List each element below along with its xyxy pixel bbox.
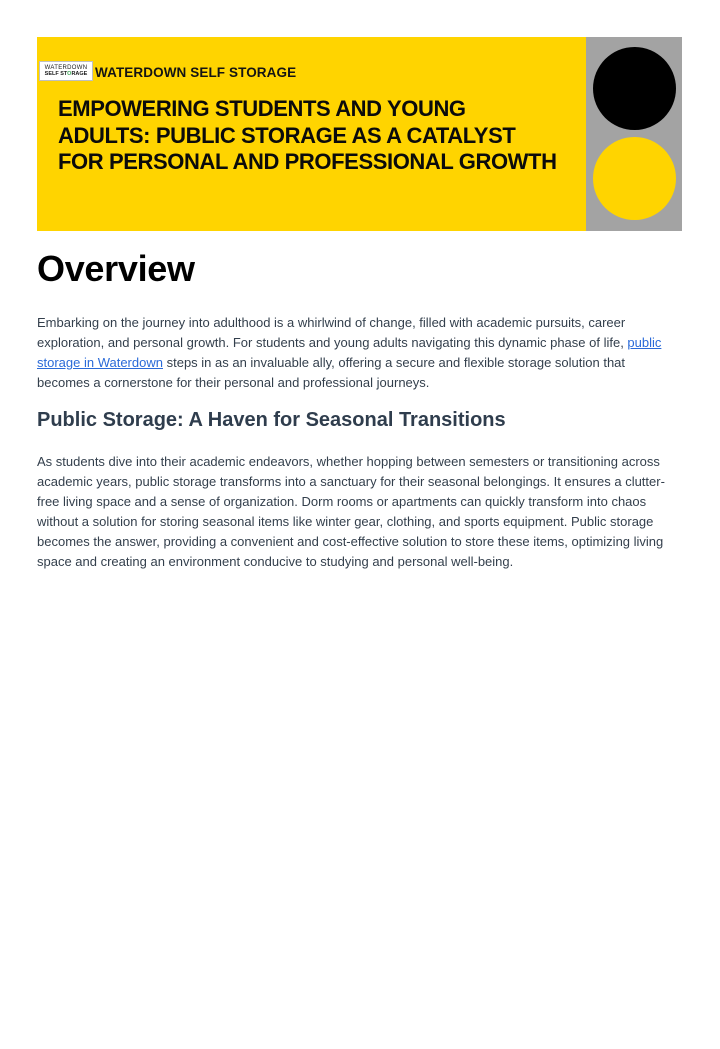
logo-text-top: WATERDOWN xyxy=(44,64,88,71)
header-banner xyxy=(37,37,682,231)
brand-name: WATERDOWN SELF STORAGE xyxy=(95,65,297,80)
overview-heading: Overview xyxy=(37,248,195,289)
banner-side-panel xyxy=(586,37,682,231)
section-paragraph: As students dive into their academic endeavors, whether hopping between semesters or transitioning across academic years, public storage transforms into a sanctuary for their seasonal belongings. It ensures a clutter-free living space and a sense of organization. Dorm rooms or apartments can quickly transform into chaos without a solution for storing seasonal items like winter gear, clothing, and sports equipment. Public storage becomes the answer, providing a convenient and cost-effective solution to store these items, optimizing living space and creating an environment conducive to studying and personal well-being. xyxy=(37,454,665,569)
yellow-circle-decoration xyxy=(593,137,676,220)
overview-paragraph: Embarking on the journey into adulthood is a whirlwind of change, filled with academic pursuits, career exploration, and personal growth. For students and young adults navigating this dynamic phase of life, public storage in Waterdown steps in as an invaluable ally, offering a secure and flexible storage solution that becomes a cornerstone for their personal and professional journeys. xyxy=(37,315,662,390)
black-circle-decoration xyxy=(593,47,676,130)
company-logo xyxy=(39,61,93,81)
public-storage-link[interactable]: public storage in Waterdown xyxy=(37,335,662,370)
logo-text-bottom: SELF STORAGE xyxy=(44,70,88,77)
document-title: EMPOWERING STUDENTS AND YOUNG ADULTS: PUBLIC STORAGE AS A CATALYST FOR PERSONAL AND PROFESSIONAL GROWTH xyxy=(58,96,557,174)
section-heading: Public Storage: A Haven for Seasonal Transitions xyxy=(37,409,506,431)
